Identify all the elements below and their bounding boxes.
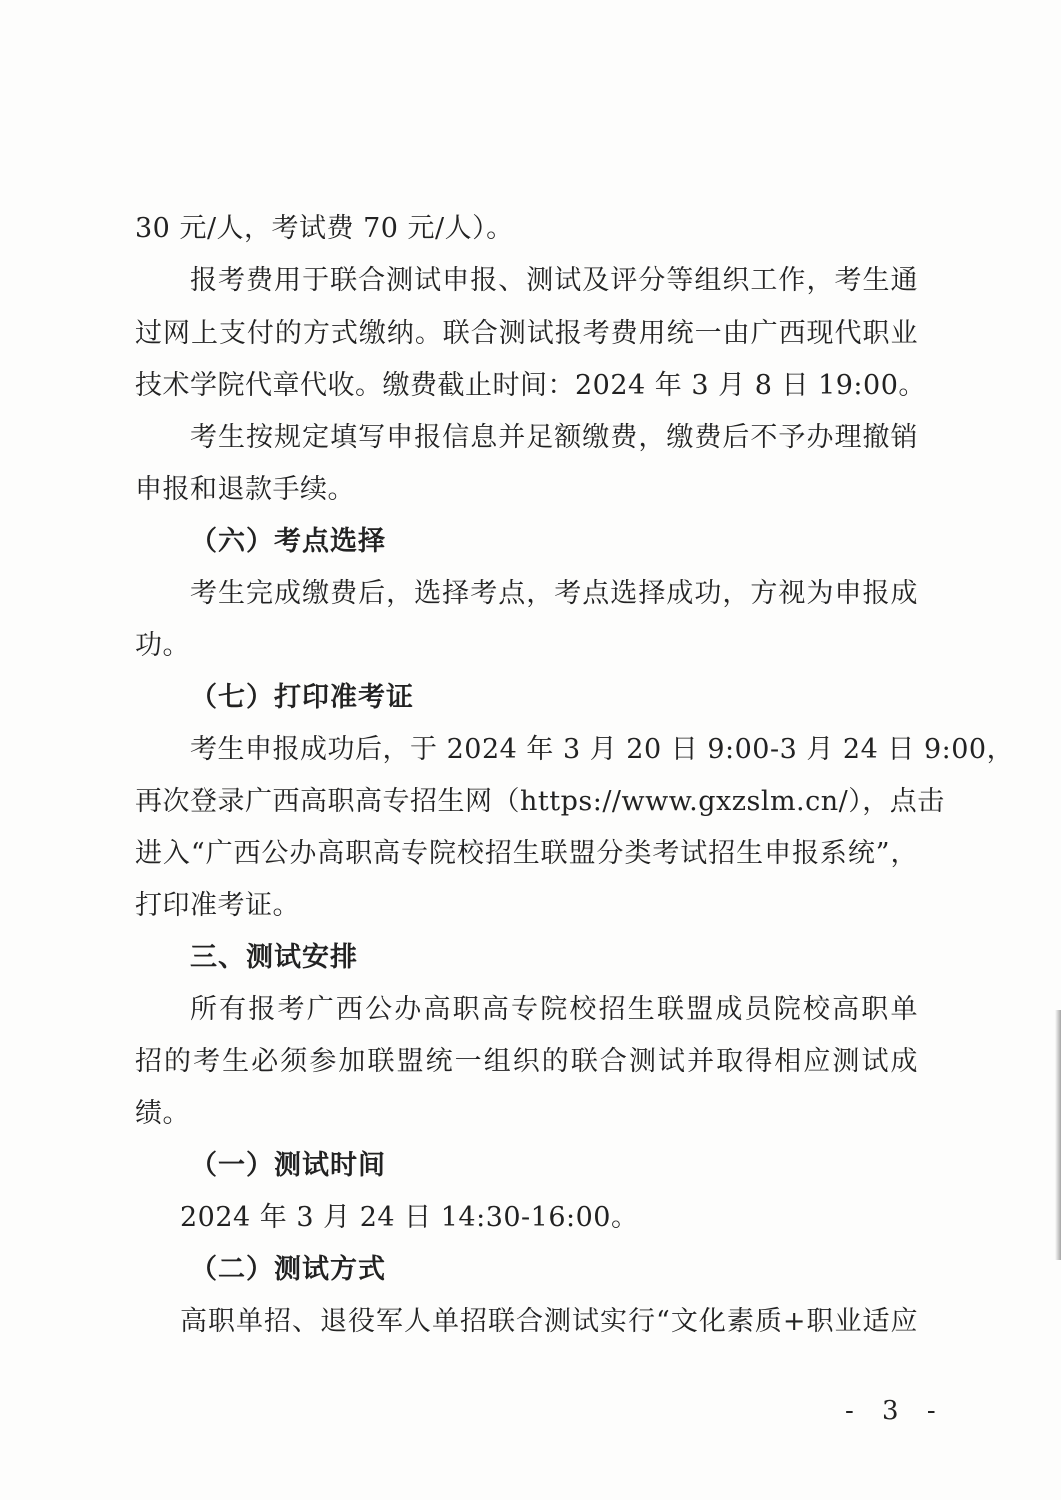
text-line: 打印准考证。 bbox=[135, 890, 300, 921]
text-line: 绩。 bbox=[135, 1098, 190, 1129]
section-heading: （一）测试时间 bbox=[190, 1150, 386, 1181]
text-line: 考生按规定填写申报信息并足额缴费，缴费后不予办理撤销 bbox=[190, 422, 918, 453]
text-line: 技术学院代章代收。缴费截止时间：2024 年 3 月 8 日 19:00。 bbox=[135, 370, 926, 401]
text-line: 过网上支付的方式缴纳。联合测试报考费用统一由广西现代职业 bbox=[135, 318, 918, 349]
text-line: 考生完成缴费后，选择考点，考点选择成功，方视为申报成 bbox=[190, 578, 918, 609]
text-line: 招的考生必须参加联盟统一组织的联合测试并取得相应测试成 bbox=[135, 1046, 918, 1077]
text-line: 高职单招、退役军人单招联合测试实行“文化素质+职业适应 bbox=[180, 1306, 918, 1337]
text-line: 功。 bbox=[135, 630, 190, 661]
section-heading: （六）考点选择 bbox=[190, 526, 386, 557]
text-line: 申报和退款手续。 bbox=[135, 474, 355, 505]
text-line: 30 元/人，考试费 70 元/人）。 bbox=[135, 213, 514, 244]
text-line: 所有报考广西公办高职高专院校招生联盟成员院校高职单 bbox=[190, 994, 918, 1025]
text-line: 进入“广西公办高职高专院校招生联盟分类考试招生申报系统”， bbox=[135, 838, 918, 869]
section-heading: （七）打印准考证 bbox=[190, 682, 414, 713]
scan-edge-shadow bbox=[1055, 1010, 1061, 1260]
section-heading: 三、测试安排 bbox=[190, 942, 358, 973]
text-line: 再次登录广西高职高专招生网（https://www.gxzslm.cn/），点击 bbox=[135, 786, 945, 817]
text-line: 考生申报成功后，于 2024 年 3 月 20 日 9:00-3 月 24 日 9:00， bbox=[190, 734, 1015, 765]
section-heading: （二）测试方式 bbox=[190, 1254, 386, 1285]
text-line: 2024 年 3 月 24 日 14:30-16:00。 bbox=[180, 1202, 639, 1233]
text-line: 报考费用于联合测试申报、测试及评分等组织工作，考生通 bbox=[190, 265, 918, 296]
page-number: - 3 - bbox=[845, 1396, 946, 1426]
